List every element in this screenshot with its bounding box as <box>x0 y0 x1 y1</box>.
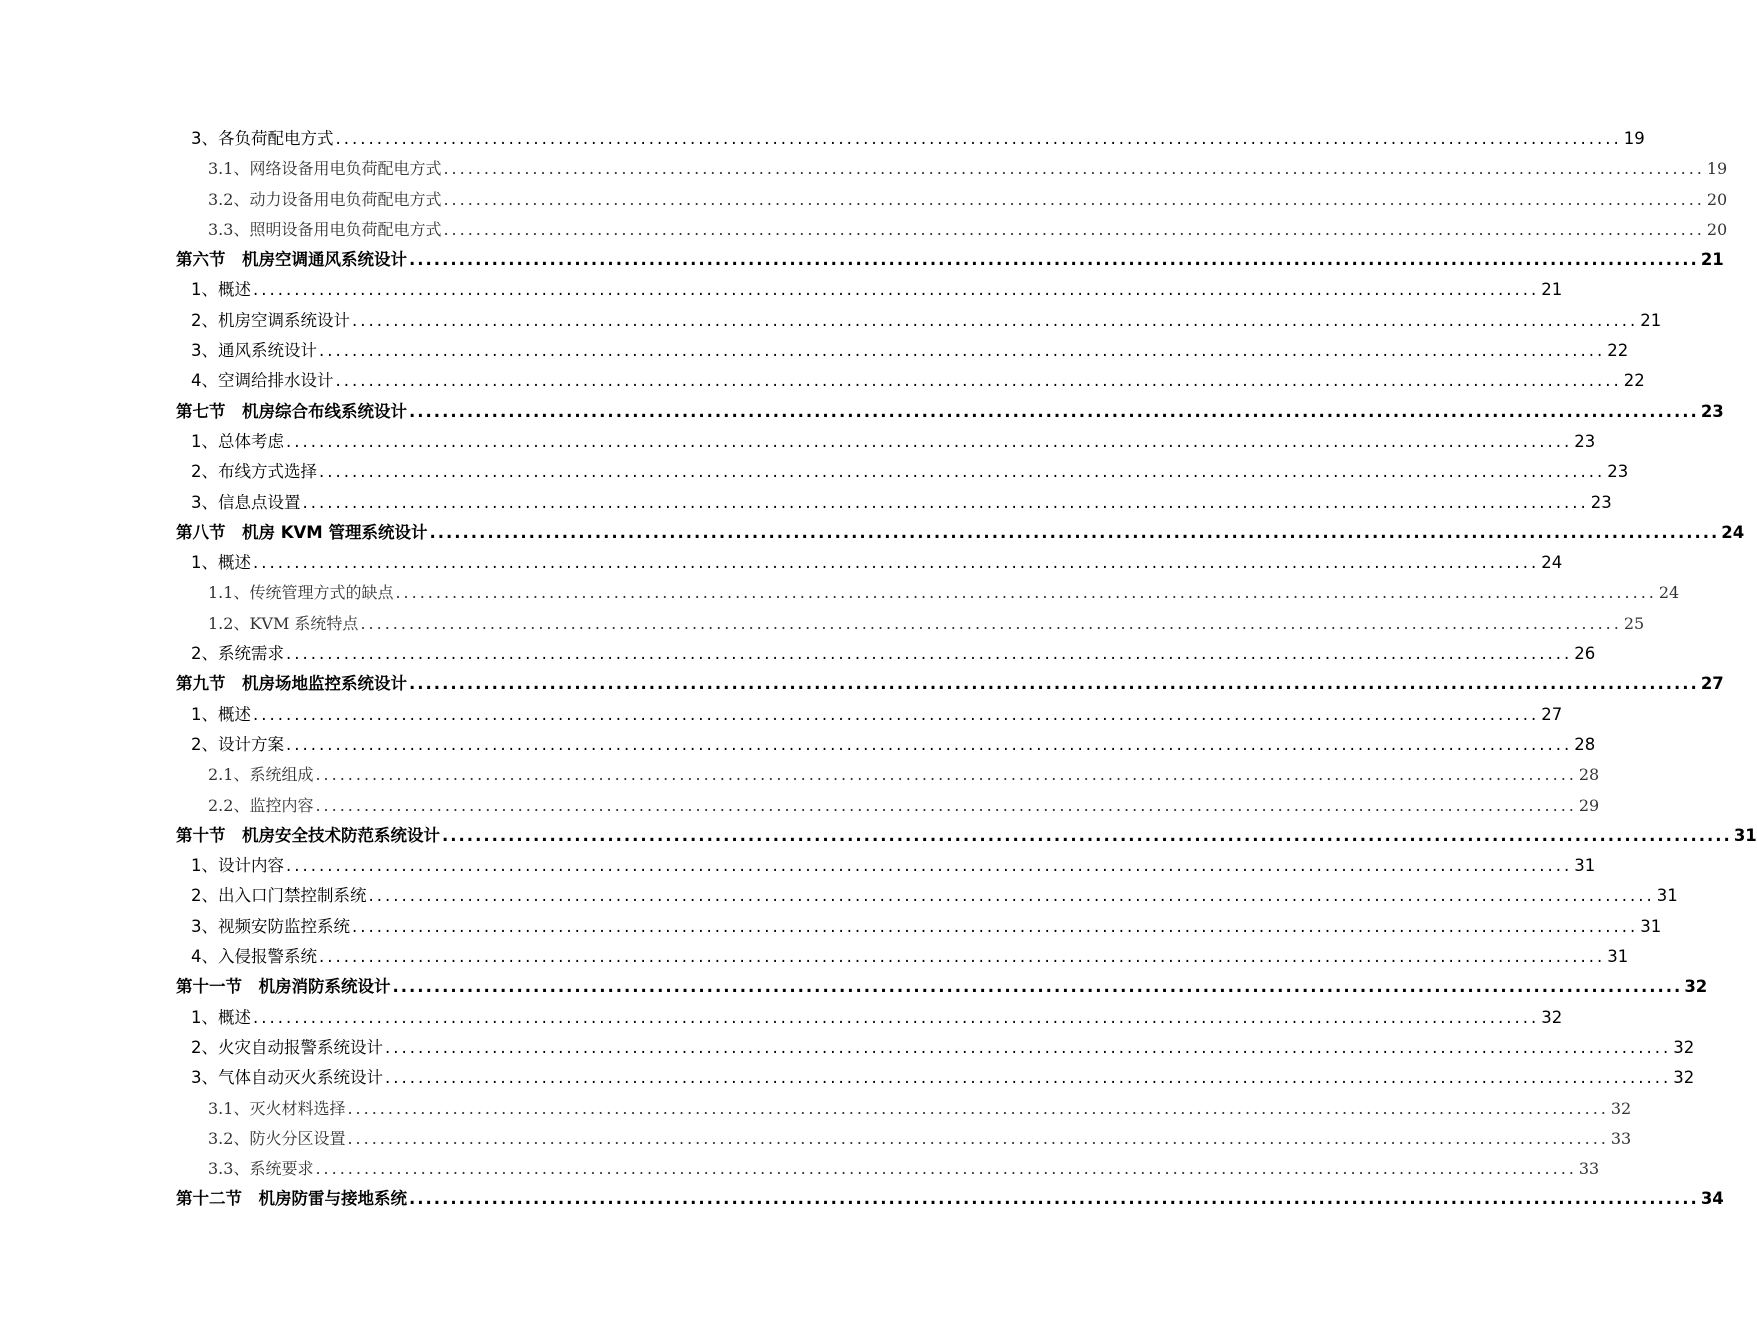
toc-entry-title: 3.1、灭火材料选择 <box>208 1098 346 1118</box>
toc-entry[interactable] <box>176 700 1563 730</box>
toc-page-number: 23 <box>1574 431 1596 451</box>
toc-page-number: 24 <box>1541 553 1563 573</box>
toc-dot-leader: ............................................................................................................................................................ <box>368 886 1655 906</box>
toc-entry-title: 1、设计内容 <box>191 856 284 876</box>
toc-dot-leader: ............................................................................................................................................................ <box>352 310 1639 330</box>
toc-dot-leader: ............................................................................................................................................................ <box>392 977 1683 997</box>
toc-page-number: 31 <box>1640 916 1662 936</box>
toc-subentry[interactable] <box>176 185 1728 215</box>
toc-page-number: 31 <box>1607 947 1629 967</box>
toc-dot-leader: ............................................................................................................................................................ <box>442 825 1732 845</box>
toc-dot-leader: ............................................................................................................................................................ <box>335 371 1622 391</box>
toc-dot-leader: ............................................................................................................................................................ <box>347 1098 1609 1118</box>
toc-dot-leader: ............................................................................................................................................................ <box>409 1189 1699 1209</box>
toc-entry-title: 3、各负荷配电方式 <box>191 129 334 148</box>
toc-entry-title: 3.1、网络设备用电负荷配电方式 <box>208 159 442 179</box>
toc-dot-leader: ............................................................................................................................................................ <box>443 189 1705 209</box>
toc-page-number: 28 <box>1578 765 1600 785</box>
toc-page-number: 20 <box>1706 189 1728 209</box>
toc-entry[interactable] <box>176 851 1596 881</box>
toc-section-entry[interactable] <box>176 518 1745 548</box>
toc-entry-title: 3、气体自动灭火系统设计 <box>191 1068 383 1088</box>
toc-subentry[interactable] <box>176 791 1600 821</box>
toc-page-number: 19 <box>1706 159 1728 179</box>
toc-dot-leader: ............................................................................................................................................................ <box>302 492 1589 512</box>
toc-page-number: 32 <box>1541 1007 1563 1027</box>
toc-page-number: 24 <box>1721 522 1745 542</box>
toc-entry[interactable] <box>176 1033 1695 1063</box>
toc-entry-title: 2、布线方式选择 <box>191 462 317 482</box>
toc-page-number: 20 <box>1706 219 1728 239</box>
toc-entry[interactable] <box>176 488 1612 518</box>
toc-entry[interactable] <box>176 1003 1563 1033</box>
toc-entry-title: 3、信息点设置 <box>191 492 301 512</box>
toc-dot-leader: ............................................................................................................................................................ <box>347 1128 1609 1148</box>
toc-entry-title: 2、出入口门禁控制系统 <box>191 886 367 906</box>
toc-entry-title: 2、系统需求 <box>191 644 284 664</box>
toc-dot-leader: ............................................................................................................................................................ <box>409 250 1699 270</box>
toc-entry-title: 3.3、照明设备用电负荷配电方式 <box>208 219 442 239</box>
table-of-contents <box>176 124 1757 1215</box>
toc-dot-leader: ............................................................................................................................................................ <box>385 1037 1672 1057</box>
toc-page-number: 32 <box>1610 1098 1632 1118</box>
toc-entry-title: 第九节 机房场地监控系统设计 <box>176 674 407 694</box>
toc-entry[interactable] <box>176 457 1629 487</box>
toc-page-number: 27 <box>1700 674 1724 694</box>
toc-subentry[interactable] <box>176 1124 1632 1154</box>
toc-page-number: 31 <box>1733 825 1757 845</box>
toc-entry-title: 第八节 机房 KVM 管理系统设计 <box>176 522 428 542</box>
toc-section-entry[interactable] <box>176 821 1757 851</box>
toc-entry-title: 1.1、传统管理方式的缺点 <box>208 583 394 603</box>
toc-dot-leader: ............................................................................................................................................................ <box>286 431 1573 451</box>
toc-page-number: 21 <box>1700 250 1724 270</box>
toc-dot-leader: ............................................................................................................................................................ <box>443 159 1705 179</box>
toc-entry-title: 3、通风系统设计 <box>191 341 317 361</box>
toc-page-number: 34 <box>1700 1189 1724 1209</box>
toc-entry-title: 1、概述 <box>191 1007 251 1027</box>
toc-page-number: 21 <box>1541 280 1563 300</box>
toc-entry[interactable] <box>176 306 1662 336</box>
toc-page-number: 29 <box>1578 795 1600 815</box>
toc-dot-leader: ............................................................................................................................................................ <box>409 674 1699 694</box>
toc-dot-leader: ............................................................................................................................................................ <box>286 644 1573 664</box>
toc-dot-leader: ............................................................................................................................................................ <box>253 280 1540 300</box>
toc-section-entry[interactable] <box>176 1184 1724 1214</box>
toc-entry[interactable] <box>176 275 1563 305</box>
toc-entry[interactable] <box>176 548 1563 578</box>
toc-entry[interactable] <box>176 730 1596 760</box>
toc-page-number: 22 <box>1623 371 1645 391</box>
toc-subentry[interactable] <box>176 154 1728 184</box>
toc-page-number: 23 <box>1607 462 1629 482</box>
toc-entry-title: 2、设计方案 <box>191 734 284 754</box>
toc-entry-title: 2、火灾自动报警系统设计 <box>191 1037 383 1057</box>
toc-page-number: 32 <box>1684 977 1708 997</box>
toc-entry[interactable] <box>176 336 1629 366</box>
toc-page-number: 23 <box>1590 492 1612 512</box>
toc-page-number: 33 <box>1610 1128 1632 1148</box>
toc-page-number: 22 <box>1607 341 1629 361</box>
toc-section-entry[interactable] <box>176 245 1724 275</box>
toc-entry[interactable] <box>176 1063 1695 1093</box>
toc-entry-title: 4、入侵报警系统 <box>191 947 317 967</box>
toc-entry[interactable] <box>176 881 1678 911</box>
toc-entry-title: 2、机房空调系统设计 <box>191 310 350 330</box>
toc-page-number: 32 <box>1673 1068 1695 1088</box>
toc-entry-title: 1、总体考虑 <box>191 431 284 451</box>
toc-entry[interactable] <box>176 912 1662 942</box>
toc-page-number: 33 <box>1578 1159 1600 1179</box>
toc-dot-leader: ............................................................................................................................................................ <box>286 734 1573 754</box>
toc-entry-title: 1、概述 <box>191 553 251 573</box>
toc-section-entry[interactable] <box>176 972 1708 1002</box>
toc-subentry[interactable] <box>176 1154 1600 1184</box>
toc-entry-title: 第十一节 机房消防系统设计 <box>176 977 391 997</box>
toc-dot-leader: ............................................................................................................................................................ <box>409 401 1699 421</box>
toc-page-number: 31 <box>1656 886 1678 906</box>
toc-dot-leader: ............................................................................................................................................................ <box>319 462 1606 482</box>
toc-dot-leader: ............................................................................................................................................................ <box>395 583 1657 603</box>
toc-entry-title: 1、概述 <box>191 280 251 300</box>
toc-dot-leader: ............................................................................................................................................................ <box>429 522 1720 542</box>
toc-subentry[interactable] <box>176 578 1680 608</box>
toc-page-number: 28 <box>1574 734 1596 754</box>
toc-entry-title: 1、概述 <box>191 704 251 724</box>
toc-dot-leader: ............................................................................................................................................................ <box>385 1068 1672 1088</box>
toc-page-number: 25 <box>1623 613 1645 633</box>
toc-entry-title: 1.2、KVM 系统特点 <box>208 613 359 633</box>
toc-subentry[interactable] <box>176 1094 1632 1124</box>
toc-dot-leader: ............................................................................................................................................................ <box>319 947 1606 967</box>
toc-section-entry[interactable] <box>176 397 1724 427</box>
toc-entry-title: 第六节 机房空调通风系统设计 <box>176 250 407 270</box>
toc-dot-leader: ............................................................................................................................................................ <box>352 916 1639 936</box>
toc-subentry[interactable] <box>176 760 1600 790</box>
toc-dot-leader: ............................................................................................................................................................ <box>253 553 1540 573</box>
toc-dot-leader: ............................................................................................................................................................ <box>360 613 1622 633</box>
toc-dot-leader: ............................................................................................................................................................ <box>253 704 1540 724</box>
toc-entry-title: 4、空调给排水设计 <box>191 371 334 391</box>
toc-section-entry[interactable] <box>176 669 1724 699</box>
toc-page-number: 19 <box>1623 129 1645 148</box>
toc-subentry[interactable] <box>176 609 1645 639</box>
toc-page-number: 26 <box>1574 644 1596 664</box>
toc-entry-title: 3.3、系统要求 <box>208 1159 314 1179</box>
toc-dot-leader: ............................................................................................................................................................ <box>315 795 1577 815</box>
toc-dot-leader: ............................................................................................................................................................ <box>319 341 1606 361</box>
toc-entry-title: 3.2、动力设备用电负荷配电方式 <box>208 189 442 209</box>
toc-entry-title: 2.1、系统组成 <box>208 765 314 785</box>
toc-entry[interactable] <box>176 124 1645 154</box>
toc-entry[interactable] <box>176 639 1596 669</box>
toc-dot-leader: ............................................................................................................................................................ <box>315 765 1577 785</box>
toc-dot-leader: ............................................................................................................................................................ <box>335 129 1622 148</box>
toc-entry[interactable] <box>176 942 1629 972</box>
toc-entry-title: 3.2、防火分区设置 <box>208 1128 346 1148</box>
toc-page-number: 21 <box>1640 310 1662 330</box>
toc-page-number: 32 <box>1673 1037 1695 1057</box>
toc-entry[interactable] <box>176 366 1645 396</box>
toc-entry[interactable] <box>176 427 1596 457</box>
toc-dot-leader: ............................................................................................................................................................ <box>315 1159 1577 1179</box>
toc-dot-leader: ............................................................................................................................................................ <box>253 1007 1540 1027</box>
toc-entry-title: 2.2、监控内容 <box>208 795 314 815</box>
toc-subentry[interactable] <box>176 215 1728 245</box>
toc-entry-title: 第十节 机房安全技术防范系统设计 <box>176 825 440 845</box>
toc-entry-title: 3、视频安防监控系统 <box>191 916 350 936</box>
toc-page-number: 23 <box>1700 401 1724 421</box>
toc-page-number: 31 <box>1574 856 1596 876</box>
toc-dot-leader: ............................................................................................................................................................ <box>286 856 1573 876</box>
toc-page-number: 27 <box>1541 704 1563 724</box>
toc-dot-leader: ............................................................................................................................................................ <box>443 219 1705 239</box>
toc-entry-title: 第七节 机房综合布线系统设计 <box>176 401 407 421</box>
toc-entry-title: 第十二节 机房防雷与接地系统 <box>176 1189 407 1209</box>
toc-page-number: 24 <box>1658 583 1680 603</box>
